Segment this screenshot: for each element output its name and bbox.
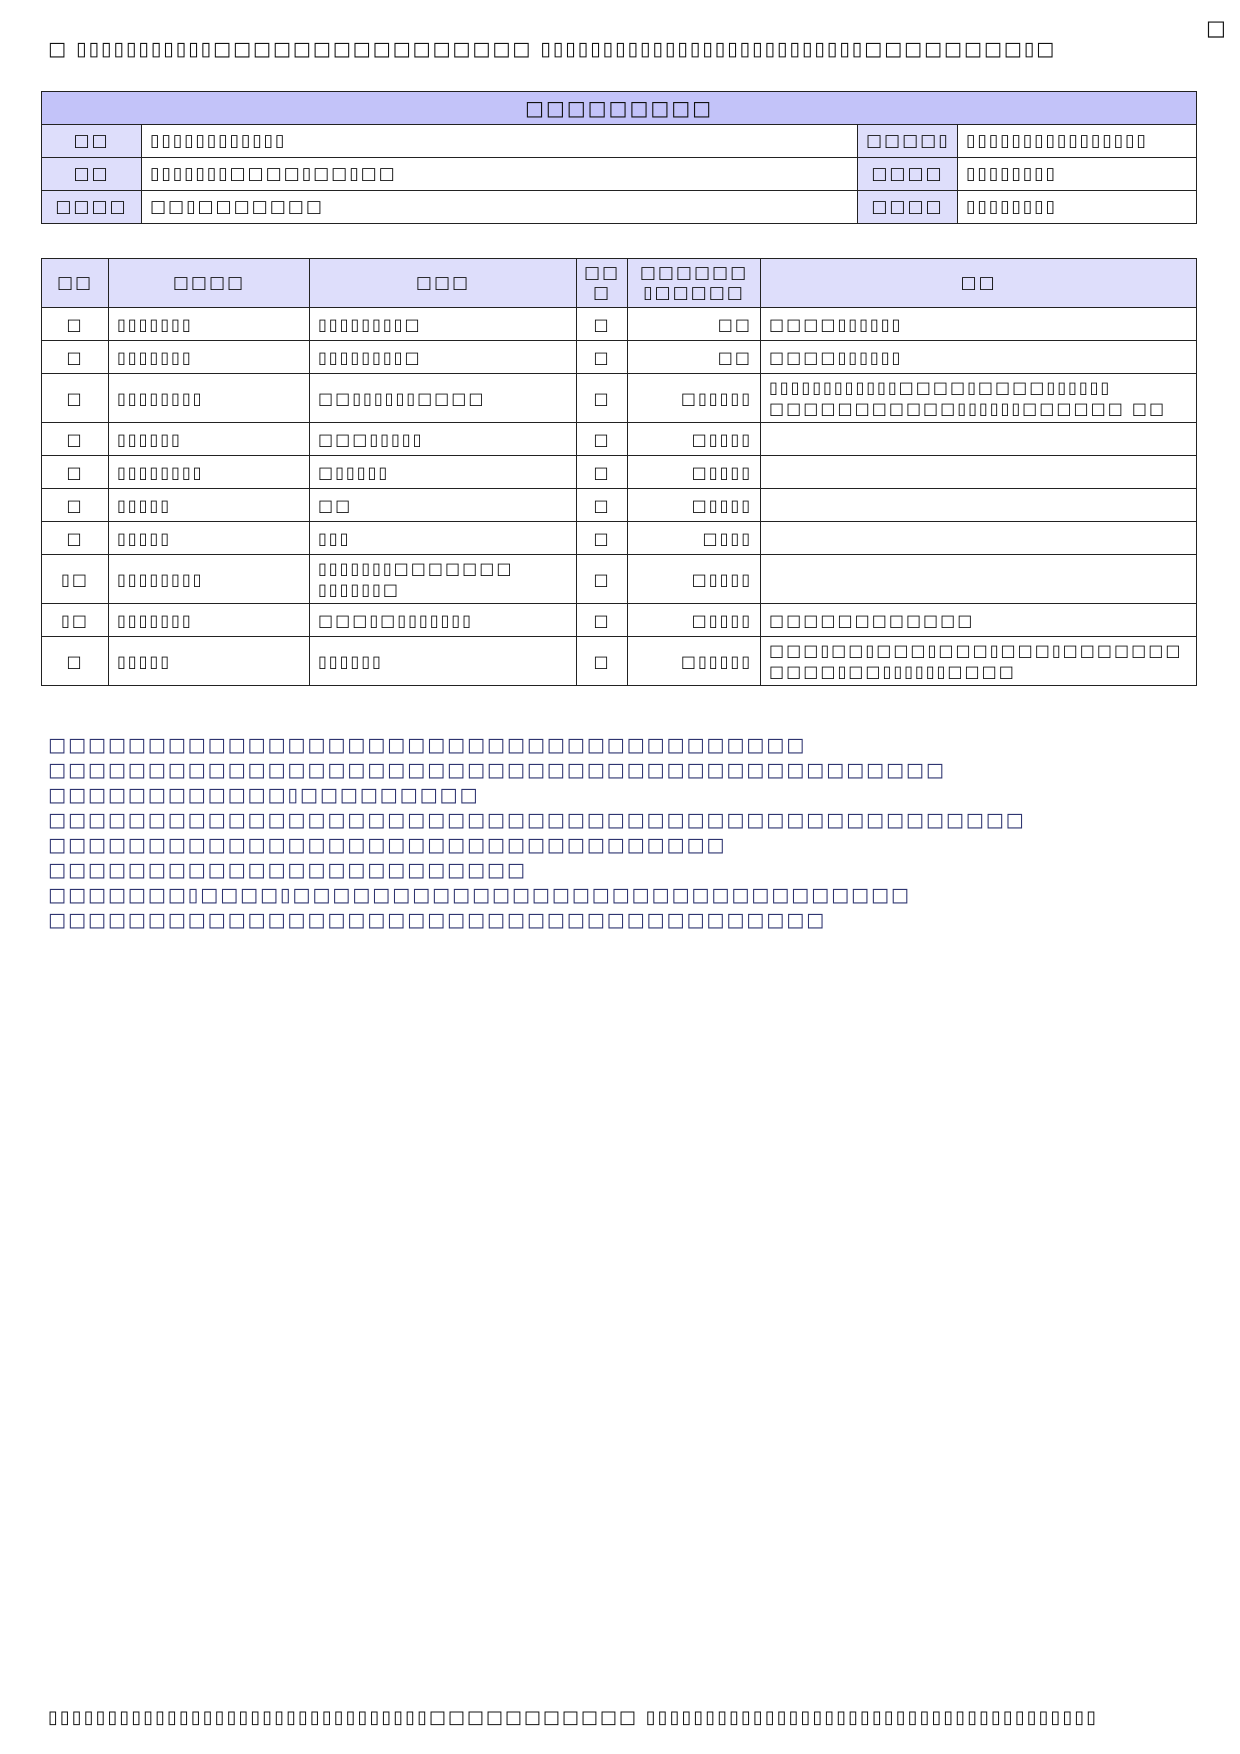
document-footer: ▯▯▯▯▯▯▯▯▯▯▯▯▯▯▯▯▯▯▯▯▯▯▯▯▯▯▯▯▯▯▯▯□□□□□□□□□□□ ▯▯▯▯▯▯▯▯▯▯▯▯▯▯▯▯▯▯▯▯▯▯▯▯▯▯▯▯▯▯▯▯▯▯▯▯▯▯ <box>48 1707 1099 1728</box>
row-unit: □ <box>577 308 628 341</box>
row-code: ▯▯▯▯▯ <box>109 522 310 555</box>
table-row <box>42 604 1197 637</box>
row-amount: □▯▯▯▯ <box>628 456 761 489</box>
row-note: □□□□□□□□□□□□ <box>761 604 1197 637</box>
row-unit: □ <box>577 489 628 522</box>
column-header: □□ □ <box>577 259 628 308</box>
row-note <box>761 555 1197 604</box>
notes-section <box>48 733 1026 933</box>
row-code: ▯▯▯▯▯ <box>109 637 310 686</box>
row-note <box>761 456 1197 489</box>
note-line: □□□□□□□□□□□□□□□□□□□□□□□□□□□□□□□□□□□□□□ <box>48 734 807 756</box>
row-no: □ <box>42 374 109 423</box>
row-note <box>761 423 1197 456</box>
row-name: ▯▯▯▯▯▯▯▯□ <box>310 341 577 374</box>
info-value: ▯▯▯▯▯▯▯▯▯▯▯▯ <box>142 125 858 158</box>
column-header: □□ <box>42 259 109 308</box>
row-unit: □ <box>577 423 628 456</box>
row-no: □ <box>42 637 109 686</box>
row-code: ▯▯▯▯▯▯▯ <box>109 341 310 374</box>
note-line: □□□□□□□□□□□□□□□□□□□□□□□□□□□□□□□□□□□□□□□ <box>48 909 827 931</box>
row-no: ▯□ <box>42 604 109 637</box>
row-amount: □□ <box>628 308 761 341</box>
table-row <box>42 341 1197 374</box>
row-unit: □ <box>577 456 628 489</box>
column-header: □□□□ <box>109 259 310 308</box>
row-amount: □▯▯▯▯ <box>628 604 761 637</box>
row-amount: □▯▯▯ <box>628 522 761 555</box>
table-row <box>42 423 1197 456</box>
note-line: □□□□□□□□□□□□□□□□□□□□□□□□□□□□□□□□□□□□□□□□□□□□□ <box>48 759 946 781</box>
row-name: ▯▯▯▯▯▯▯□□□□□□□ ▯▯▯▯▯▯□ <box>310 555 577 604</box>
row-code: ▯▯▯▯▯▯▯▯ <box>109 456 310 489</box>
row-amount: □▯▯▯▯ <box>628 555 761 604</box>
info-label: □□ <box>42 158 142 191</box>
row-code: ▯▯▯▯▯▯▯ <box>109 308 310 341</box>
row-unit: □ <box>577 374 628 423</box>
row-name: □□□▯□▯▯▯▯▯▯▯ <box>310 604 577 637</box>
table-row <box>42 308 1197 341</box>
row-name: ▯▯▯▯▯▯ <box>310 637 577 686</box>
info-table-title: □□□□□□□□□ <box>42 92 1197 125</box>
row-code: ▯▯▯▯▯▯▯▯ <box>109 555 310 604</box>
row-code: ▯▯▯▯▯▯▯ <box>109 604 310 637</box>
table-row <box>42 637 1197 686</box>
info-label: □□□□ <box>42 191 142 224</box>
row-unit: □ <box>577 637 628 686</box>
row-no: □ <box>42 489 109 522</box>
row-amount: □▯▯▯▯▯ <box>628 637 761 686</box>
document-header: □ ▯▯▯▯▯▯▯▯▯▯▯□□□□□□□□□□□□□□□□ ▯▯▯▯▯▯▯▯▯▯▯▯▯▯▯▯▯▯▯▯▯▯▯▯▯▯□□□□□□□□▯□ <box>48 38 1057 60</box>
info-value: ▯▯▯▯▯▯▯▯ <box>958 191 1197 224</box>
row-code: ▯▯▯▯▯ <box>109 489 310 522</box>
note-line: □□□□□□□▯□□□□▯□□□□□□□□□□□□□□□□□□□□□□□□□□□□□□□ <box>48 884 911 906</box>
row-note: □□□□▯▯▯▯▯▯ <box>761 308 1197 341</box>
row-no: ▯□ <box>42 555 109 604</box>
row-name: □□□▯▯▯▯▯ <box>310 423 577 456</box>
row-name: □□ <box>310 489 577 522</box>
row-name: ▯▯▯▯▯▯▯▯□ <box>310 308 577 341</box>
row-note: □□□□▯▯▯▯▯▯ <box>761 341 1197 374</box>
note-line: □□□□□□□□□□□□□□□□□□□□□□□□□□□□□□□□□□ <box>48 834 727 856</box>
row-amount: □▯▯▯▯ <box>628 489 761 522</box>
table-row <box>42 522 1197 555</box>
items-header-row <box>42 259 1197 308</box>
column-header: □□□ <box>310 259 577 308</box>
info-value: ▯▯▯▯▯▯▯▯▯▯▯▯▯▯▯▯ <box>958 125 1197 158</box>
row-unit: □ <box>577 341 628 374</box>
row-name: ▯▯▯ <box>310 522 577 555</box>
row-amount: □□ <box>628 341 761 374</box>
row-no: □ <box>42 341 109 374</box>
info-label: □□□□ <box>858 158 958 191</box>
row-no: □ <box>42 522 109 555</box>
info-label: □□□□ <box>858 191 958 224</box>
row-code: ▯▯▯▯▯▯▯▯ <box>109 374 310 423</box>
table-row <box>42 374 1197 423</box>
table-row <box>42 555 1197 604</box>
row-note: ▯▯▯▯▯▯▯▯▯▯▯▯□□□□▯□□□□▯▯▯▯▯▯ □□□□□□□□□□□▯▯▯▯▯▯□□□□□□ □□ <box>761 374 1197 423</box>
info-row <box>42 125 1197 158</box>
row-no: □ <box>42 423 109 456</box>
info-label: □□ <box>42 125 142 158</box>
info-value: ▯▯▯▯▯▯▯□□□□▯□□▯□□ <box>142 158 858 191</box>
row-name: □▯▯▯▯▯ <box>310 456 577 489</box>
row-note <box>761 489 1197 522</box>
row-amount: □▯▯▯▯▯ <box>628 374 761 423</box>
column-header: □□ <box>761 259 1197 308</box>
row-unit: □ <box>577 604 628 637</box>
info-label: □□□□▯ <box>858 125 958 158</box>
note-line: □□□□□□□□□□□□▯□□□□□□□□□ <box>48 784 480 806</box>
row-note: □□□▯□□▯□□□▯□□□▯□□□▯□□□□□□□ □□□□▯□□▯▯▯▯▯▯□□□□ <box>761 637 1197 686</box>
row-amount: □▯▯▯▯ <box>628 423 761 456</box>
column-header: □□□□□□ ▯□□□□□ <box>628 259 761 308</box>
row-name: □□▯▯▯▯▯▯□□□□ <box>310 374 577 423</box>
page-number: □ <box>1206 16 1226 40</box>
info-row <box>42 191 1197 224</box>
row-code: ▯▯▯▯▯▯ <box>109 423 310 456</box>
table-row <box>42 456 1197 489</box>
row-note <box>761 522 1197 555</box>
info-row <box>42 158 1197 191</box>
info-value: ▯▯▯▯▯▯▯▯ <box>958 158 1197 191</box>
note-line: □□□□□□□□□□□□□□□□□□□□□□□□ <box>48 859 527 881</box>
items-table <box>41 258 1197 686</box>
row-unit: □ <box>577 522 628 555</box>
table-row <box>42 489 1197 522</box>
row-unit: □ <box>577 555 628 604</box>
row-no: □ <box>42 308 109 341</box>
row-no: □ <box>42 456 109 489</box>
info-value: □□▯□□□□□□□ <box>142 191 858 224</box>
info-table <box>41 91 1197 224</box>
note-line: □□□□□□□□□□□□□□□□□□□□□□□□□□□□□□□□□□□□□□□□□□□□□□□□□ <box>48 809 1026 831</box>
